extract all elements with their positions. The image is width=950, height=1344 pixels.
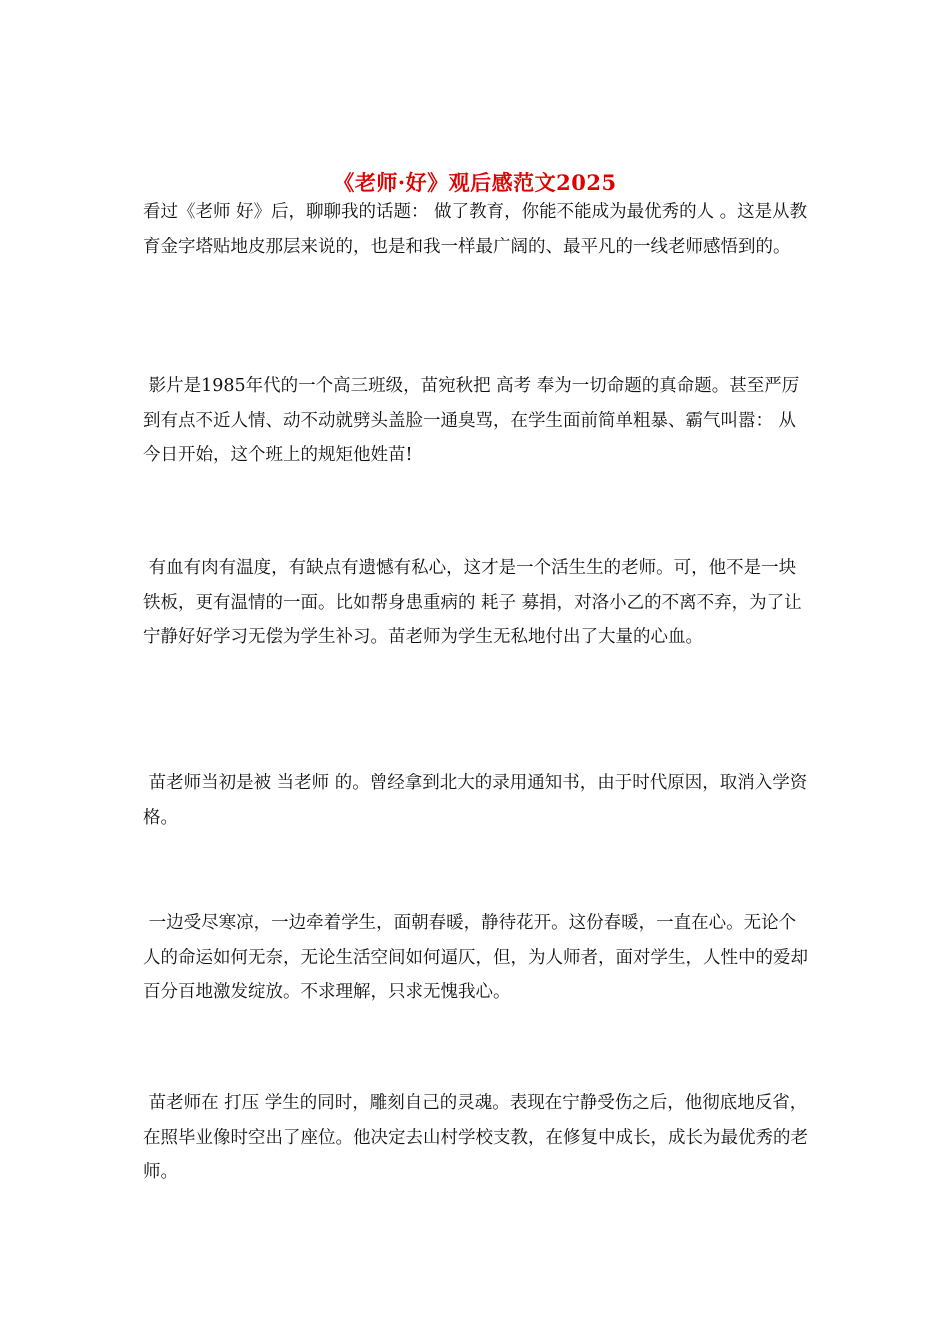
- paragraph-5: 一边受尽寒凉，一边牵着学生，面朝春暖，静待花开。这份春暖，一直在心。无论个人的命运如何无奈，无论生活空间如何逼仄，但，为人师者，面对学生，人性中的爱却百分百地激发绽放。不求理解，只求无愧我心。: [143, 913, 808, 1002]
- paragraph-2: 影片是1985年代的一个高三班级，苗宛秋把 高考 奉为一切命题的真命题。甚至严厉到有点不近人情、动不动就劈头盖脸一通臭骂，在学生面前简单粗暴、霸气叫嚣： 从今日开始，这个班上的规矩他姓苗!: [143, 376, 800, 465]
- paragraph-4: 苗老师当初是被 当老师 的。曾经拿到北大的录用通知书，由于时代原因，取消入学资格。: [143, 773, 808, 828]
- paragraph-3: 有血有肉有温度，有缺点有遗憾有私心，这才是一个活生生的老师。可，他不是一块铁板，更有温情的一面。比如帮身患重病的 耗子 募捐，对洛小乙的不离不弃，为了让宁静好好学习无偿为学生补习。苗老师为学生无私地付出了大量的心血。: [143, 558, 802, 647]
- paragraph-6: 苗老师在 打压 学生的同时，雕刻自己的灵魂。表现在宁静受伤之后，他彻底地反省，在照毕业像时空出了座位。他决定去山村学校支教，在修复中成长，成长为最优秀的老师。: [143, 1093, 808, 1182]
- document-title: 《老师·好》观后感范文2025: [333, 170, 617, 196]
- paragraph-1: 看过《老师 好》后，聊聊我的话题： 做了教育，你能不能成为最优秀的人 。这是从教育金字塔贴地皮那层来说的，也是和我一样最广阔的、最平凡的一线老师感悟到的。: [143, 202, 808, 257]
